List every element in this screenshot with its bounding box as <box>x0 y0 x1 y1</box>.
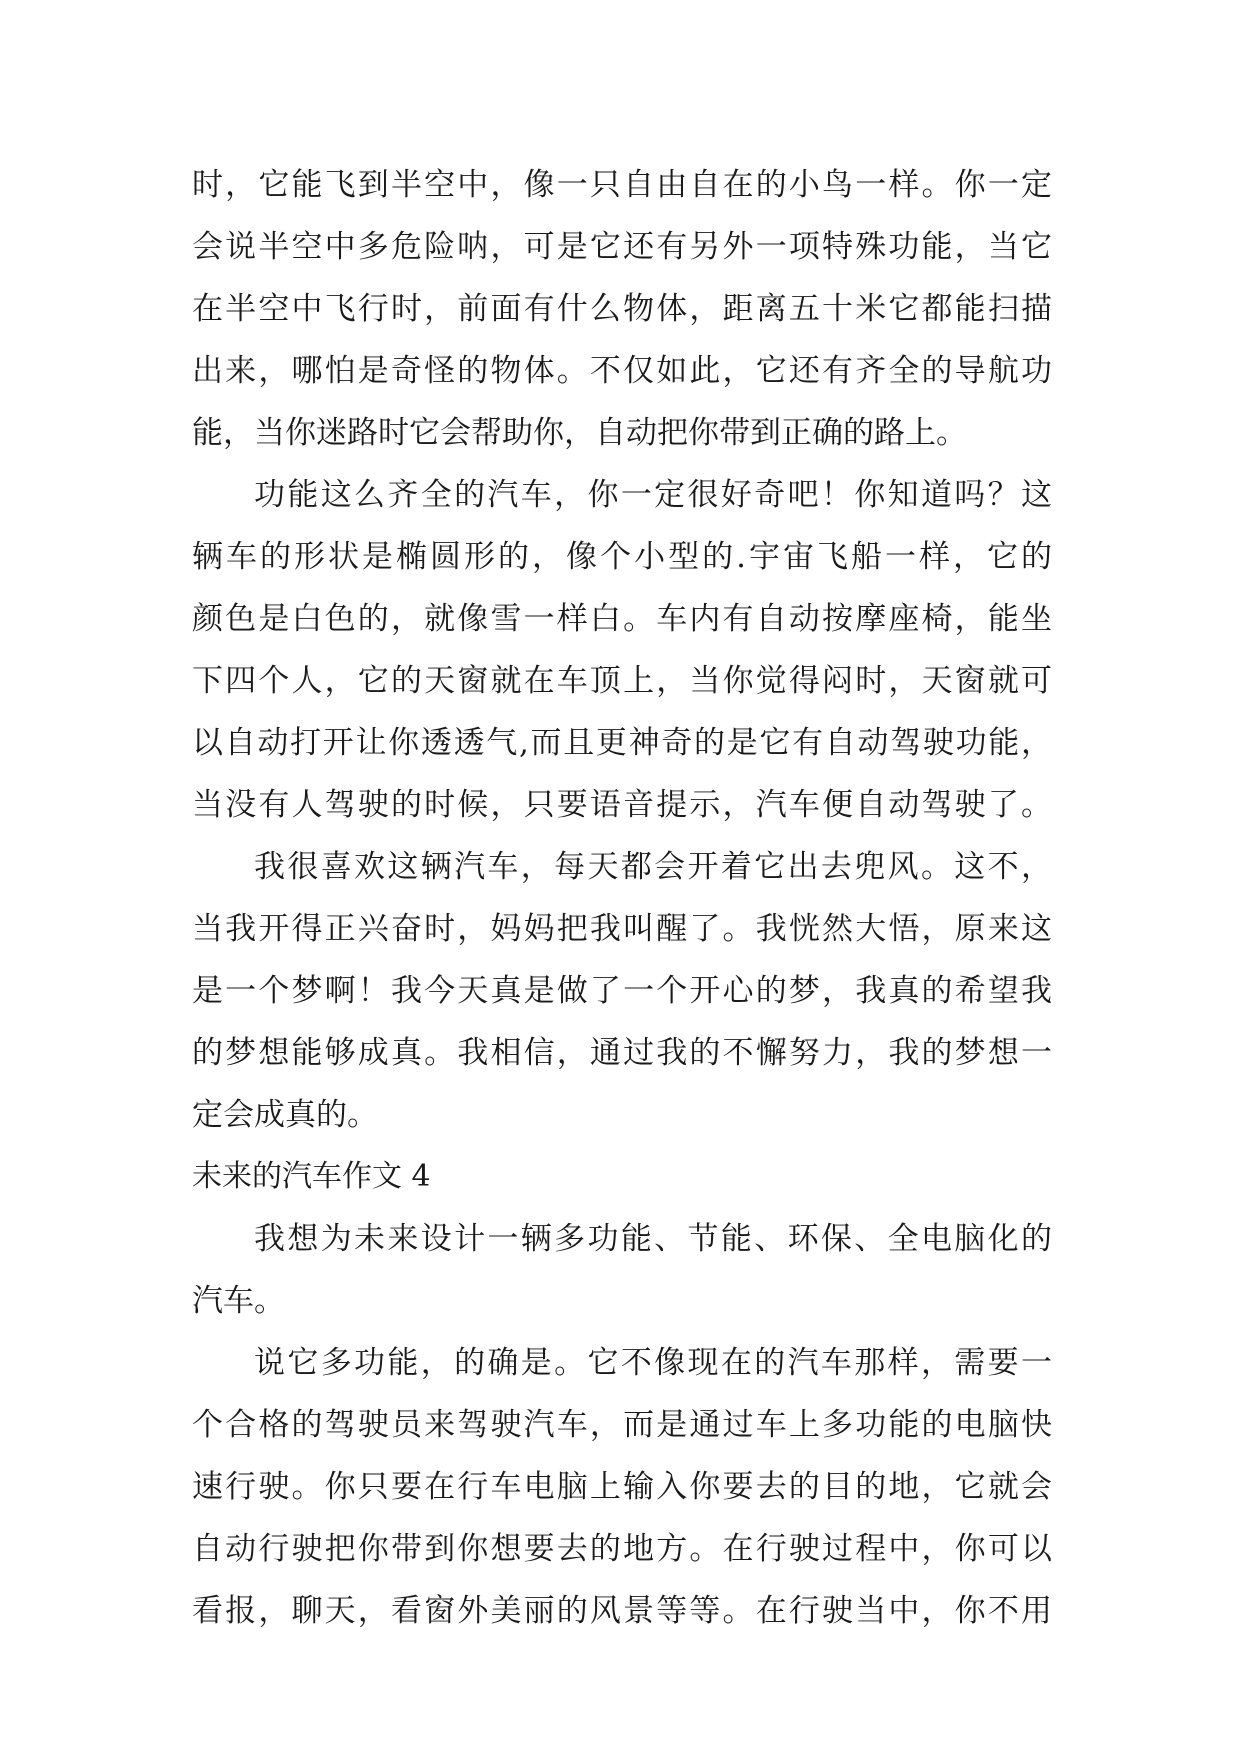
text-line: 当我开得正兴奋时，妈妈把我叫醒了。我恍然大悟，原来这 <box>192 911 1052 947</box>
section-heading: 未来的汽车作文 4 <box>192 1159 431 1194</box>
text-line: 当没有人驾驶的时候，只要语音提示，汽车便自动驾驶了。 <box>192 787 1052 823</box>
text-line: 功能这么齐全的汽车，你一定很好奇吧！你知道吗？这 <box>254 477 1052 513</box>
text-line: 是一个梦啊！我今天真是做了一个开心的梦，我真的希望我 <box>192 973 1052 1009</box>
text-line: 看报，聊天，看窗外美丽的风景等等。在行驶当中，你不用 <box>192 1593 1052 1629</box>
text-line: 时，它能飞到半空中，像一只自由自在的小鸟一样。你一定 <box>192 167 1052 203</box>
text-line: 我想为未来设计一辆多功能、节能、环保、全电脑化的 <box>254 1221 1052 1257</box>
text-line: 我很喜欢这辆汽车，每天都会开着它出去兜风。这不， <box>254 849 1052 885</box>
text-line: 能，当你迷路时它会帮助你，自动把你带到正确的路上。 <box>192 415 967 451</box>
text-line: 辆车的形状是椭圆形的，像个小型的.宇宙飞船一样，它的 <box>192 539 1052 575</box>
text-line: 说它多功能，的确是。它不像现在的汽车那样，需要一 <box>254 1345 1052 1381</box>
text-line: 速行驶。你只要在行车电脑上输入你要去的目的地，它就会 <box>192 1469 1052 1505</box>
text-line: 汽车。 <box>192 1283 285 1319</box>
text-line: 在半空中飞行时，前面有什么物体，距离五十米它都能扫描 <box>192 291 1052 327</box>
text-line: 定会成真的。 <box>192 1097 378 1133</box>
text-line: 自动行驶把你带到你想要去的地方。在行驶过程中，你可以 <box>192 1531 1052 1567</box>
text-line: 会说半空中多危险呐，可是它还有另外一项特殊功能，当它 <box>192 229 1052 265</box>
text-line: 的梦想能够成真。我相信，通过我的不懈努力，我的梦想一 <box>192 1035 1052 1071</box>
text-line: 颜色是白色的，就像雪一样白。车内有自动按摩座椅，能坐 <box>192 601 1052 637</box>
text-line: 个合格的驾驶员来驾驶汽车，而是通过车上多功能的电脑快 <box>192 1407 1052 1443</box>
text-line: 以自动打开让你透透气,而且更神奇的是它有自动驾驶功能， <box>192 725 1052 761</box>
text-line: 出来，哪怕是奇怪的物体。不仅如此，它还有齐全的导航功 <box>192 353 1052 389</box>
text-line: 下四个人，它的天窗就在车顶上，当你觉得闷时，天窗就可 <box>192 663 1052 699</box>
